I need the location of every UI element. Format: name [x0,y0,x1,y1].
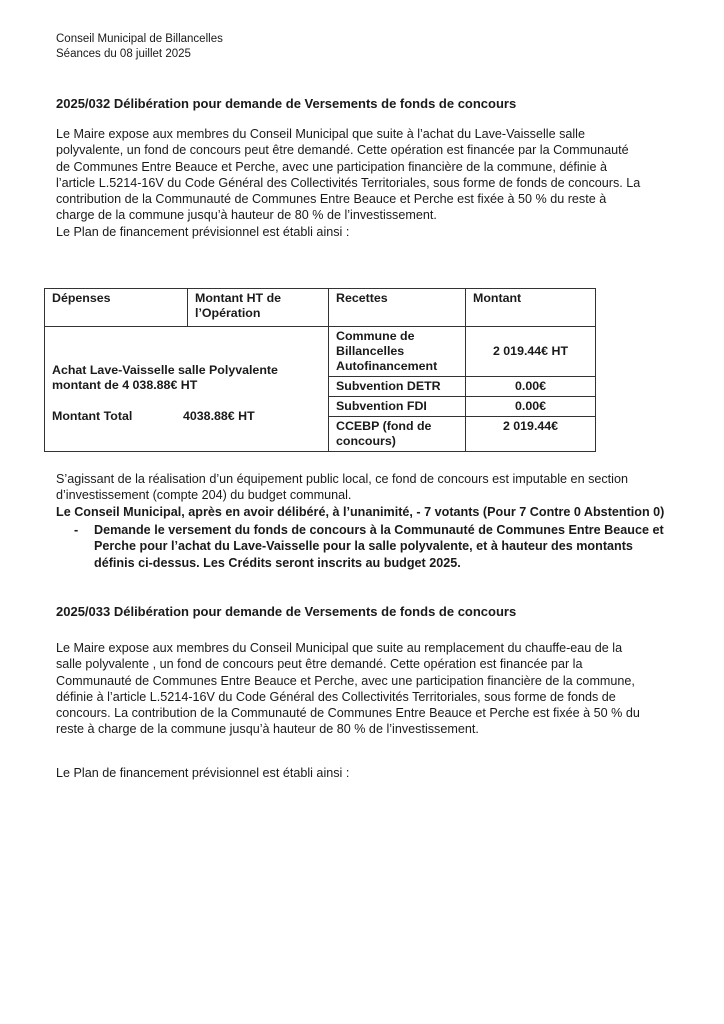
text-line: contribution de la Communauté de Communes Entre Beauce et Perche est fixée à 50 % du reste à [56,192,607,207]
text-line: salle polyvalente , un fond de concours peut être demandé. Cette opération est financée par la [56,657,583,672]
text-line: charge de la commune jusqu’à hauteur de 80 % de l’investissement. [56,208,437,223]
section2-plan-line [56,765,668,781]
text-line: de Communes Entre Beauce et Perche, avec une participation financière de la commune, définie à [56,159,607,174]
vote-statement [56,504,696,520]
council-name: Conseil Municipal de Billancelles [56,33,223,45]
section1-imputation [56,471,668,504]
header-montant-ht: Montant HT de l’Opération [188,289,329,327]
vote-line: Le Conseil Municipal, après en avoir délibéré, à l’unanimité, - 7 votants (Pour 7 Contre 0 Abstention 0) [56,505,665,519]
text-line: définie à l’article L.5214-16V du Code Général des Collectivités Territoriales, sous forme de fonds de [56,689,616,704]
expense-label: Achat Lave-Vaisselle salle Polyvalente montant de 4 038.88€ HT [52,363,278,392]
section1-intro [56,126,668,240]
text-line: Le Plan de financement prévisionnel est établi ainsi : [56,766,350,780]
text-line: Communauté de Communes Entre Beauce et Perche, avec une participation financière de la commune, [56,673,635,688]
session-date: Séances du 08 juillet 2025 [56,47,191,60]
recette-cell: CCEBP (fond de concours) [329,417,466,452]
montant-cell: 2 019.44€ [466,417,596,452]
montant-cell: 0.00€ [466,397,596,417]
text-line: l’article L.5214-16V du Code Général des Collectivités Territoriales, sous forme de fonds de concours. La [56,175,641,190]
total-label: Montant Total [52,409,133,423]
text-line: Le Maire expose aux membres du Conseil Municipal que suite au remplacement du chauffe-eau de la [56,641,623,655]
montant-cell: 2 019.44€ HT [466,327,596,377]
text-line: Demande le versement du fonds de concours à la Communauté de Communes Entre Beauce et [94,523,664,537]
section2-intro [56,640,668,738]
bullet-dash: - [74,523,79,537]
montant-cell: 0.00€ [466,377,596,397]
text-line: définis ci-dessus. Les Crédits seront inscrits au budget 2025. [94,555,461,570]
text-line: Le Maire expose aux membres du Conseil Municipal que suite à l’achat du Lave-Vaisselle salle [56,127,585,141]
text-line: Le Plan de financement prévisionnel est établi ainsi : [56,224,350,239]
text-line: reste à charge de la commune jusqu’à hauteur de 80 % de l’investissement. [56,722,479,737]
recette-cell: Subvention DETR [329,377,466,397]
header-recettes: Recettes [329,289,466,327]
document-header [56,32,223,61]
section-title-032: 2025/032 Délibération pour demande de Versements de fonds de concours [56,96,517,111]
table-row [45,327,596,377]
financing-table [44,288,596,452]
header-montant: Montant [466,289,596,327]
text-line: polyvalente, un fond de concours peut être demandé. Cette opération est financée par la Communauté [56,143,629,158]
total-value: 4038.88€ HT [183,409,255,423]
recette-cell: Commune de Billancelles Autofinancement [329,327,466,377]
text-line: Perche pour l’achat du Lave-Vaisselle pour la salle polyvalente, et à hauteur des montants [94,539,633,554]
section-title-033: 2025/033 Délibération pour demande de Versements de fonds de concours [56,604,517,619]
table-header-row [45,289,596,327]
recette-cell: Subvention FDI [329,397,466,417]
header-depenses: Dépenses [45,289,188,327]
text-line: S’agissant de la réalisation d’un équipement public local, ce fond de concours est imputable en section [56,472,628,486]
total-line [52,409,321,425]
decision-text [94,522,674,571]
expense-cell [45,327,329,452]
text-line: d’investissement (compte 204) du budget communal. [56,488,352,503]
text-line: concours. La contribution de la Communauté de Communes Entre Beauce et Perche est fixée à 50 % du [56,706,640,721]
